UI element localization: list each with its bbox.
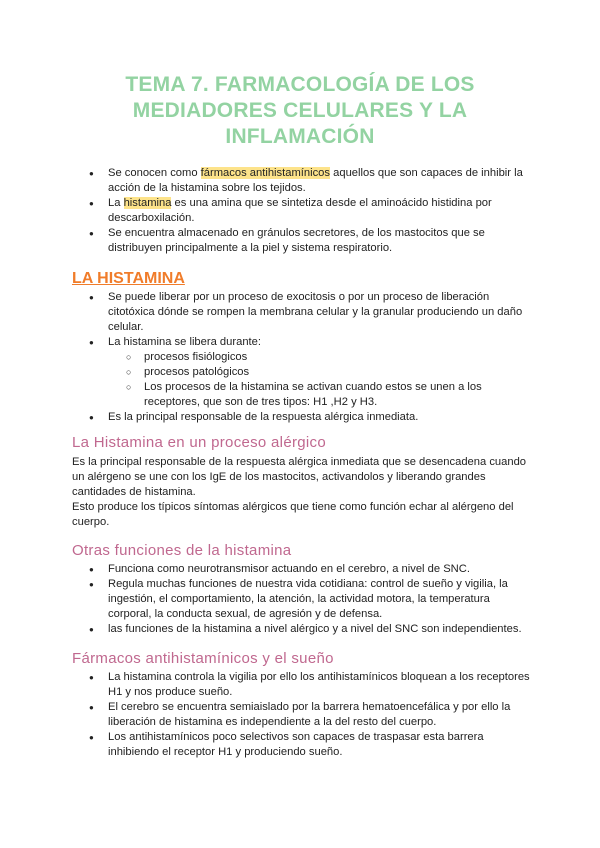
list-item: ● Funciona como neurotransmisor actuando en el cerebro, a nivel de SNC. [72,562,532,577]
title-line-2: MEDIADORES CELULARES Y LA [132,99,468,122]
paragraph: Es la principal responsable de la respuesta alérgica inmediata que se desencadena cuando un alérgeno se une con los IgE de los mastocitos, activandolos y liberando grandes cantidades de histamina. [72,456,527,498]
list-item: ● Los antihistamínicos poco selectivos son capaces de traspasar esta barrera inhibiendo el receptor H1 y produciendo sueño. [72,730,532,760]
page-title [60,72,540,150]
title-line-1: TEMA 7. FARMACOLOGÍA DE LOS [125,73,475,96]
list-item [72,166,532,196]
sueno-section [72,670,532,760]
list-item: ● Se puede liberar por un proceso de exocitosis o por un proceso de liberación citotóxica dónde se rompen la membrana celular y la granular produciendo un daño celular. [72,290,532,335]
section-heading-alergico: La Histamina en un proceso alérgico [72,434,326,451]
highlighted-term: histamina [123,197,172,209]
sub-list [72,350,532,410]
list-item [72,335,532,410]
histamina-list [72,290,532,425]
otras-list [72,562,532,637]
list-item [72,196,532,226]
text-run: La histamina se libera durante: [108,336,261,348]
histamina-section [72,290,532,425]
list-item: ● Se encuentra almacenado en gránulos secretores, de los mastocitos que se distribuyen principalmente a la piel y sistema respiratorio. [72,226,532,256]
title-line-3: INFLAMACIÓN [225,125,375,148]
sueno-list [72,670,532,760]
list-item: ● Regula muchas funciones de nuestra vida cotidiana: control de sueño y vigilia, la ingestión, el comportamiento, la atención, la actividad motora, la temperatura corporal, la conducta sexual, de agresión y de defensa. [72,577,532,622]
text-run: es una amina que se sintetiza desde el aminoácido histidina por descarboxilación. [108,197,492,224]
intro-section [72,166,532,256]
sub-list-item: ○ procesos patológicos [72,365,532,380]
section-heading-otras: Otras funciones de la histamina [72,542,292,559]
sub-list-item: ○ Los procesos de la histamina se activan cuando estos se unen a los receptores, que son de tres tipos: H1 ,H2 y H3. [72,380,532,410]
list-item: ● Es la principal responsable de la respuesta alérgica inmediata. [72,410,532,425]
text-run: La [108,197,124,209]
section-heading-sueno: Fármacos antihistamínicos y el sueño [72,650,334,667]
intro-list [72,166,532,256]
text-run: Se conocen como [108,167,201,179]
text-run: aquellos que son capaces de inhibir la acción de la histamina sobre los tejidos. [108,167,523,194]
paragraph: Esto produce los típicos síntomas alérgicos que tiene como función echar al alérgeno del cuerpo. [72,501,514,528]
alergico-section [72,455,532,530]
sub-list-item: ○ procesos fisiólogicos [72,350,532,365]
section-heading-histamina: LA HISTAMINA [72,270,185,287]
list-item: ● La histamina controla la vigilia por ello los antihistamínicos bloquean a los receptores H1 y nos produce sueño. [72,670,532,700]
otras-section [72,562,532,637]
list-item: ● las funciones de la histamina a nivel alérgico y a nivel del SNC son independientes. [72,622,532,637]
list-item: ● El cerebro se encuentra semiaislado por la barrera hematoencefálica y por ello la liberación de histamina es independiente a la del resto del cuerpo. [72,700,532,730]
highlighted-term: fármacos antihistamínicos [200,167,331,179]
